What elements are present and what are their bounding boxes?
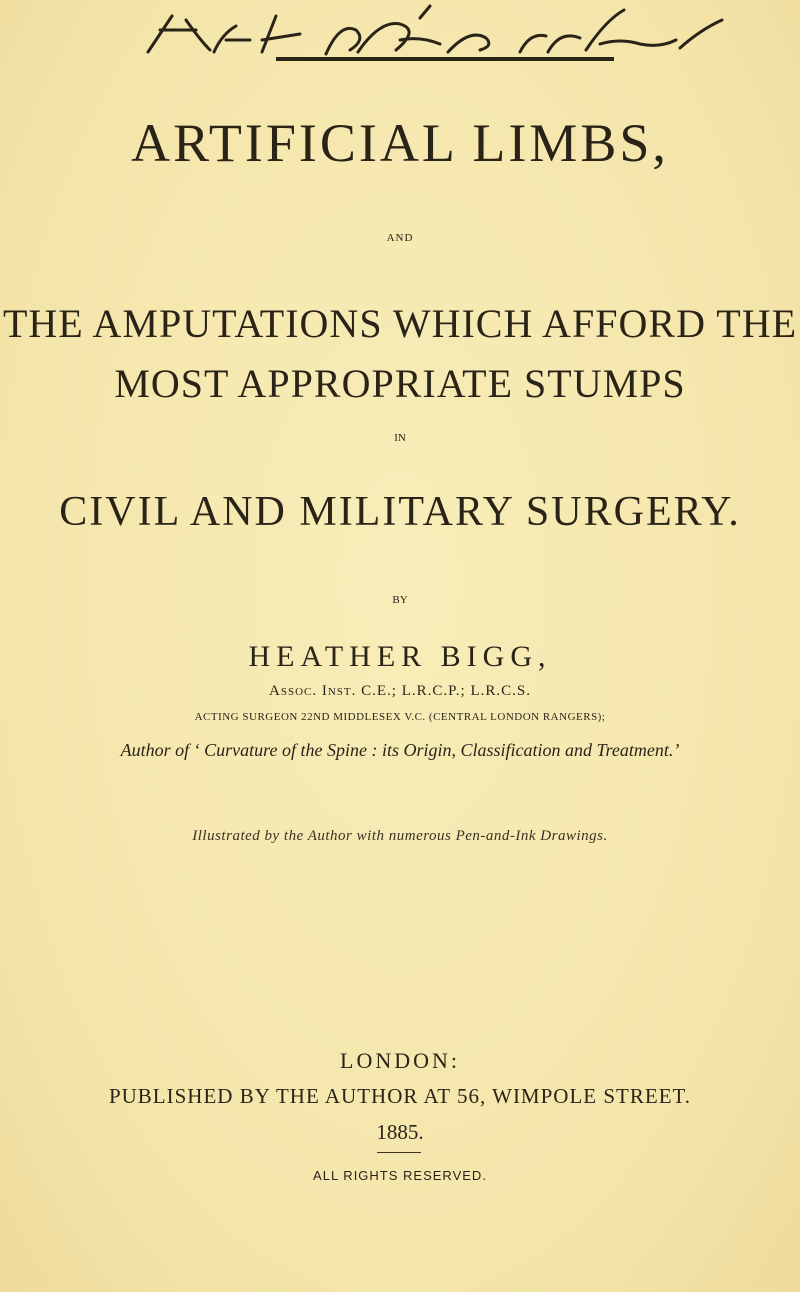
handwritten-inscription-icon xyxy=(0,0,800,64)
byline-by: BY xyxy=(392,594,408,606)
preposition-in: IN xyxy=(394,432,406,444)
rights-notice: ALL RIGHTS RESERVED. xyxy=(313,1168,487,1183)
title-line-2: THE AMPUTATIONS WHICH AFFORD THE xyxy=(2,301,798,346)
author-other-work: Author of ‘ Curvature of the Spine : its Origin, Classification and Treatment.’ xyxy=(120,740,680,760)
imprint-city: LONDON: xyxy=(340,1048,460,1073)
author-position: ACTING SURGEON 22ND MIDDLESEX V.C. (CENTRAL LONDON RANGERS); xyxy=(194,711,606,723)
title-line-3: MOST APPROPRIATE STUMPS xyxy=(114,361,686,406)
title-line-4: CIVIL AND MILITARY SURGERY. xyxy=(59,489,741,535)
title-line-1: ARTIFICIAL LIMBS, xyxy=(131,113,669,173)
divider xyxy=(377,1152,421,1153)
imprint-year: 1885. xyxy=(376,1120,424,1144)
illustration-note: Illustrated by the Author with numerous Pen-and-Ink Drawings. xyxy=(192,828,608,844)
imprint-publisher: PUBLISHED BY THE AUTHOR AT 56, WIMPOLE STREET. xyxy=(108,1084,692,1108)
author-qualifications: Assoc. Inst. C.E.; L.R.C.P.; L.R.C.S. xyxy=(269,683,531,699)
author-name: HEATHER BIGG, xyxy=(248,640,552,673)
conjunction-and: AND xyxy=(386,232,414,244)
